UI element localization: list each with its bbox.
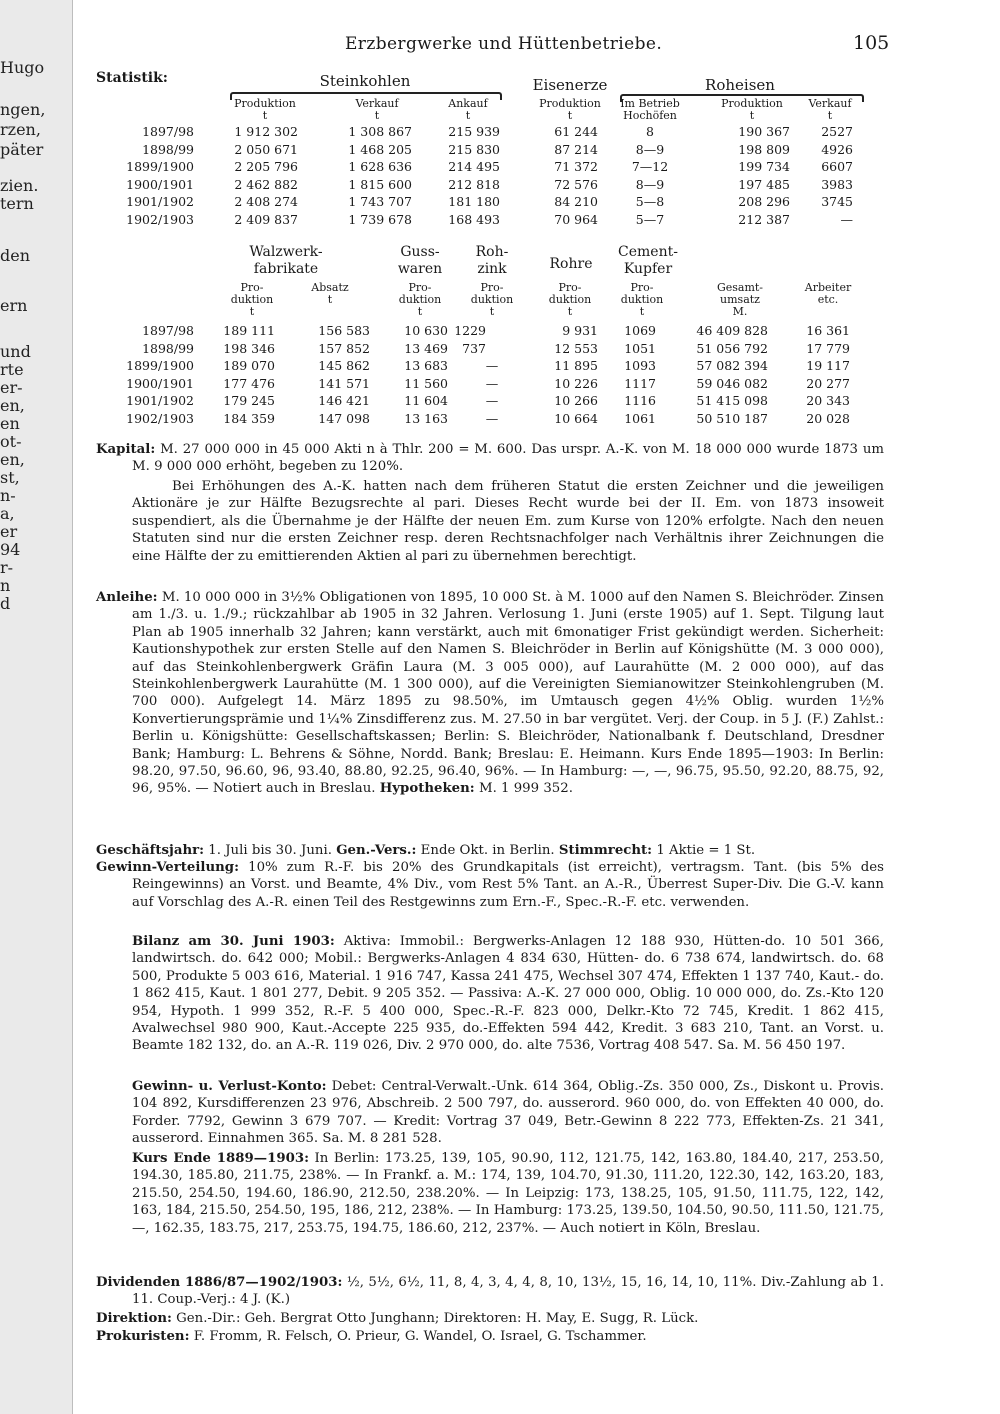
table2-cell: 141 571 xyxy=(318,375,370,391)
table1-cell: 6607 xyxy=(821,159,853,175)
bilanz-label: Bilanz am 30. Juni 1903: xyxy=(132,934,335,949)
margin-fragment: rzen, xyxy=(0,120,41,139)
table2-cell: 1229 xyxy=(454,323,486,338)
margin-fragment: er xyxy=(0,522,18,541)
direktion-text: Gen.-Dir.: Geh. Bergrat Otto Junghann; Direktoren: H. May, E. Sugg, R. Lück. xyxy=(176,1311,699,1326)
table2-cell: 189 111 xyxy=(223,323,275,338)
table2-cell: 11 560 xyxy=(404,375,448,391)
table1-cell: 8 xyxy=(646,124,654,139)
gewinn-verteilung-text: 10% zum R.-F. bis 20% des Grundkapitals (ist erreicht), vertragsm. Tant. (bis 5% des Reingewinns) an Vorst. und Beamte, 4% Div., vom Rest 5% Tant. an A.-R., Überrest Super-Div. Die G.-V. kann auf Vorschlag des A.-R. einen Teil des Restgewinns zum Ern.-F., Spec.-R.-F. etc. verwenden. xyxy=(132,860,884,910)
table1-cell: — xyxy=(840,212,853,227)
geschaeftsjahr-line xyxy=(96,842,884,859)
table2-column-header: Pro- duktion t xyxy=(620,281,664,318)
table1-column-header: Ankauf t xyxy=(448,97,488,122)
table2-column-header: Arbeiter etc. xyxy=(804,281,852,306)
table1-cell: 2 205 796 xyxy=(234,159,298,175)
hypotheken-label: Hypotheken: xyxy=(379,781,475,797)
margin-fragment: den xyxy=(0,246,31,265)
table1-column-header: Produktion t xyxy=(539,97,601,122)
margin-fragment: rte xyxy=(0,360,24,379)
gewinn-verlust-label: Gewinn- u. Verlust-Konto: xyxy=(132,1079,327,1094)
gen-vers-label: Gen.-Vers.: xyxy=(336,843,417,858)
margin-fragment: er- xyxy=(0,378,23,397)
table2-cell: 17 779 xyxy=(806,340,850,356)
table2-cell: 51 056 792 xyxy=(696,340,768,356)
margin-fragment: a, xyxy=(0,504,15,523)
table1-cell: 1 628 636 xyxy=(348,159,412,175)
table1-cell: 212 818 xyxy=(448,176,500,192)
table1-cell: 2 408 274 xyxy=(234,194,298,210)
margin-fragment: n- xyxy=(0,486,16,505)
table1-cell: 70 964 xyxy=(554,212,598,227)
table1-cell: 199 734 xyxy=(738,159,790,175)
table2-cell: 10 630 xyxy=(404,323,448,338)
dividenden-label: Dividenden 1886/87—1902/1903: xyxy=(96,1275,343,1290)
group-gusswaren: Guss- waren xyxy=(397,244,443,277)
table1-cell: 198 809 xyxy=(738,141,790,157)
table2-cell: 156 583 xyxy=(318,323,370,338)
table2-cell: 184 359 xyxy=(223,411,275,426)
kapital-text: M. 27 000 000 in 45 000 Akti n à Thlr. 200 = M. 600. Das urspr. A.-K. von M. 18 000 000 wurde 1873 um M. 9 000 000 erhöht, begeben zu 120%. xyxy=(132,442,884,475)
prokuristen-line xyxy=(96,1328,884,1345)
table1-cell: 1 308 867 xyxy=(348,124,412,139)
table2-year: 1901/1902 xyxy=(126,393,194,409)
table1-cell: 212 387 xyxy=(738,212,790,227)
geschaeftsjahr-text: 1. Juli bis 30. Juni. xyxy=(208,843,332,858)
table1-cell: 8—9 xyxy=(635,176,665,192)
table2-cell: 20 028 xyxy=(806,411,850,426)
table1-cell: 214 495 xyxy=(448,159,500,175)
table2-cell: 1061 xyxy=(624,411,656,426)
table2-cell: 147 098 xyxy=(318,411,370,426)
table2-cell: 11 895 xyxy=(554,358,598,374)
margin-fragment: ern xyxy=(0,296,28,315)
group-walzwerkfabrikate: Walzwerk- fabrikate xyxy=(249,244,323,277)
kurs-label: Kurs Ende 1889—1903: xyxy=(132,1151,310,1166)
margin-fragment: zien. xyxy=(0,176,39,195)
table2-cell: 12 553 xyxy=(554,340,598,356)
margin-fragment: päter xyxy=(0,140,44,159)
table2-cell: 1069 xyxy=(624,323,656,338)
page-number: 105 xyxy=(853,32,890,54)
table1-cell: 215 830 xyxy=(448,141,500,157)
table1-cell: 87 214 xyxy=(554,141,598,157)
table1-cell: 2527 xyxy=(821,124,853,139)
table1-cell: 2 409 837 xyxy=(234,212,298,227)
table2-year: 1898/99 xyxy=(142,340,194,356)
table1-cell: 5—7 xyxy=(635,212,665,227)
table1-column-header: Produktion t xyxy=(721,97,783,122)
table2-cell: 13 683 xyxy=(404,358,448,374)
table1-cell: 1 743 707 xyxy=(348,194,412,210)
table2-cell: 50 510 187 xyxy=(696,411,768,426)
group-rohzink: Roh- zink xyxy=(475,244,509,277)
gewinn-verteilung-paragraph xyxy=(96,859,884,911)
table1-year: 1902/1903 xyxy=(126,212,194,227)
table1-cell: 71 372 xyxy=(554,159,598,175)
table2-cell: 1051 xyxy=(624,340,656,356)
margin-fragment: und xyxy=(0,342,31,361)
group-roheisen: Roheisen xyxy=(705,76,775,94)
hypotheken-text: M. 1 999 352. xyxy=(478,781,573,797)
table2-cell: 20 343 xyxy=(806,393,850,409)
table2-cell: 11 604 xyxy=(404,393,448,409)
table2-column-header: Pro- duktion t xyxy=(548,281,592,318)
table1-year: 1899/1900 xyxy=(126,159,194,175)
group-rohre: Rohre xyxy=(549,256,593,272)
anleihe-label: Anleihe: xyxy=(96,590,158,605)
table2-cell: 177 476 xyxy=(223,375,275,391)
anleihe-paragraph xyxy=(96,589,884,798)
table1-cell: 5—8 xyxy=(635,194,665,210)
table1-column-header: Im Betrieb Hochöfen xyxy=(620,97,680,122)
dividenden-paragraph xyxy=(96,1274,884,1309)
table1-cell: 181 180 xyxy=(448,194,500,210)
table1-column-header: Verkauf t xyxy=(355,97,399,122)
table2-cell: 1116 xyxy=(624,393,656,409)
gen-vers-text: Ende Okt. in Berlin. xyxy=(420,843,555,858)
margin-fragment: 94 xyxy=(0,540,21,559)
margin-fragment: en, xyxy=(0,396,25,415)
table2-cell: 10 266 xyxy=(554,393,598,409)
table2-cell: 13 163 xyxy=(404,411,448,426)
table2-column-header: Absatz t xyxy=(311,281,349,306)
table1-cell: 84 210 xyxy=(554,194,598,210)
table2-column-header: Pro- duktion t xyxy=(470,281,514,318)
bilanz-text: Aktiva: Immobil.: Bergwerks-Anlagen 12 188 930, Hütten-do. 10 501 366, landwirtsch. do. 642 000; Mobil.: Bergwerks-Anlagen 4 834 630, Hütten- do. 6 738 674, landwirtsch. do. 68 500, Produkte 5 003 616, Material. 1 916 747, Kassa 241 475, Wechsel 307 474, Effekten 1 137 740, Kaut.- do. 1 862 415, Kaut. 1 801 277, Debit. 9 205 352. — Passiva: A.-K. 27 000 000, Oblig. 10 000 000, do. Zs.-Kto 120 954, Hypoth. 1 999 352, R.-F. 5 400 000, Spec.-R.-F. 823 000, Delkr.-Kto 72 745, Kredit. 1 862 415, Avalwechsel 980 900, Kaut.-Accepte 225 935, do.-Effekten 594 442, Kredit. 3 683 210, Tant. an Vorst. u. Beamte 182 132, do. an A.-R. 119 026, Div. 2 970 000, do. alte 7536, Vortrag 408 547. Sa. M. 56 450 197. xyxy=(132,934,884,1054)
table1-cell: 190 367 xyxy=(738,124,790,139)
direktion-label: Direktion: xyxy=(96,1311,172,1326)
gewinn-verlust-paragraph xyxy=(132,1078,884,1148)
anleihe-text: M. 10 000 000 in 3½% Obligationen von 1895, 10 000 St. à M. 1000 auf den Namen S. Bleichröder. Zinsen am 1./3. u. 1./9.; rückzahlbar ab 1905 in 32 Jahren. Verlosung 1. Juni (erste 1905) auf 1. Sept. Tilgung laut Plan ab 1905 innerhalb 32 Jahren; kann verstärkt, auch mit 6monatiger Frist gekündigt werden. Sicherheit: Kautionshypothek zur ersten Stelle auf den Namen S. Bleichröder in Berlin auf Königshütte (M. 3 000 000), auf das Steinkohlenbergwerk Gräfin Laura (M. 3 005 000), auf Laurahütte (M. 2 000 000), auf das Steinkohlenbergwerk Laurahütte (M. 1 300 000), auf die Vereinigten Siemianowitzer Steinkohlengruben (M. 700 000). Aufgelegt 14. März 1895 zu 98.50%, im Umtausch gegen 4½% Oblig. wurden 1½% Konvertierungsprämie und 1¼% Zinsdifferenz zus. M. 27.50 in bar vergütet. Verj. der Coup. in 5 J. (F.) Zahlst.: Berlin u. Königshütte: Gesellschaftskassen; Berlin: S. Bleichröder, Nationalbank f. Deutschland, Dresdner Bank; Hamburg: L. Behrens & Söhne, Nordd. Bank; Breslau: E. Heimann. Kurs Ende 1895—1903: In Berlin: 98.20, 97.50, 96.60, 96, 93.40, 88.80, 92.25, 96.40, 96%. — In Hamburg: —, —, 96.75, 95.50, 92.20, 88.75, 92, 96, 95%. — Notiert auch in Breslau. xyxy=(132,590,884,797)
table2-year: 1900/1901 xyxy=(126,375,194,391)
kurs-text: In Berlin: 173.25, 139, 105, 90.90, 112, 121.75, 142, 163.80, 184.40, 217, 253.50, 194.30, 185.80, 211.75, 238%. — In Frankf. a. M.: 174, 139, 104.70, 91.30, 111.20, 122.30, 142, 163.20, 183, 215.50, 254.50, 194.60, 186.90, 212.50, 238.20%. — In Leipzig: 173, 138.25, 105, 91.50, 111.75, 122, 142, 163, 184, 215.50, 254.50, 195, 186, 212, 238%. — In Hamburg: 173.25, 139.50, 104.50, 90.50, 111.50, 121.75, —, 162.35, 183.75, 217, 253.75, 194.75, 186.60, 212, 237%. — Auch notiert in Köln, Breslau. xyxy=(132,1151,885,1236)
table1-cell: 2 462 882 xyxy=(234,176,298,192)
table2-cell: 145 862 xyxy=(318,358,370,374)
table2-cell: 57 082 394 xyxy=(696,358,768,374)
table1-cell: 197 485 xyxy=(738,176,790,192)
table1-year: 1897/98 xyxy=(142,124,194,139)
left-margin-previous-page xyxy=(0,0,73,1414)
table1-cell: 3745 xyxy=(821,194,853,210)
group-steinkohlen: Steinkohlen xyxy=(319,72,411,90)
table2-cell: 46 409 828 xyxy=(696,323,768,338)
margin-fragment: n xyxy=(0,576,11,595)
margin-fragment: tern xyxy=(0,194,34,213)
geschaeftsjahr-label: Geschäftsjahr: xyxy=(96,843,205,858)
table1-column-header: Verkauf t xyxy=(808,97,852,122)
table1-cell: 1 739 678 xyxy=(348,212,412,227)
kapital-paragraph-2: Bei Erhöhungen des A.-K. hatten nach dem früheren Statut die ersten Zeichner und die jeweiligen Aktionäre je zur Hälfte Bezugsrechte al pari. Dieses Recht wurde bei der II. Em. von 1873 insoweit suspendiert, als die Übernahme je der Hälfte der neuen Em. zum Kurse von 120% erfolgte. Nach den neuen Statuten sind nur die ersten Zeichner resp. deren Rechtsnachfolger nach Verhältnis ihrer Zeichnungen die eine Hälfte der zu emittierenden Aktien al pari zu übernehmen berechtigt. xyxy=(132,479,884,564)
table2-cell: 13 469 xyxy=(404,340,448,356)
table2-cell: — xyxy=(485,358,499,374)
table1-cell: 215 939 xyxy=(448,124,500,139)
table1-cell: 1 912 302 xyxy=(234,124,298,139)
table2-cell: — xyxy=(485,375,499,391)
table2-cell: 19 117 xyxy=(806,358,850,374)
table2-cell: 51 415 098 xyxy=(696,393,768,409)
table2-cell: 1117 xyxy=(624,375,656,391)
table1-cell: 208 296 xyxy=(738,194,790,210)
table2-cell: 10 226 xyxy=(554,375,598,391)
gewinn-verteilung-label: Gewinn-Verteilung: xyxy=(96,860,240,875)
kapital-paragraph xyxy=(96,441,884,476)
table1-year: 1898/99 xyxy=(142,141,194,157)
table2-column-header: Pro- duktion t xyxy=(230,281,274,318)
table1-cell: 2 050 671 xyxy=(234,141,298,157)
gewinn-verlust-text: Debet: Central-Verwalt.-Unk. 614 364, Oblig.-Zs. 350 000, Zs., Diskont u. Provis. 104 892, Kursdifferenzen 23 976, Abschreib. 2 500 797, do. ausserord. 960 000, do. von Effekten 40 000, do. Forder. 7792, Gewinn 3 679 707. — Kredit: Vortrag 37 049, Betr.-Gewinn 8 222 773, Effekten-Zs. 21 341, ausserord. Einnahmen 365. Sa. M. 8 281 528. xyxy=(132,1079,884,1147)
table2-cell: 157 852 xyxy=(318,340,370,356)
table2-cell: 737 xyxy=(462,340,486,356)
prokuristen-label: Prokuristen: xyxy=(96,1329,190,1344)
table1-cell: 168 493 xyxy=(448,212,500,227)
table2-year: 1899/1900 xyxy=(126,358,194,374)
table2-cell: 59 046 082 xyxy=(696,375,768,391)
margin-fragment: Hugo xyxy=(0,58,45,77)
table2-year: 1902/1903 xyxy=(126,411,194,426)
table2-cell: 189 070 xyxy=(223,358,275,374)
table1-cell: 61 244 xyxy=(554,124,598,139)
table2-column-header: Gesamt- umsatz M. xyxy=(716,281,764,318)
group-cement-kupfer: Cement- Kupfer xyxy=(618,244,678,277)
kapital-label: Kapital: xyxy=(96,442,156,457)
table2-cell: 1093 xyxy=(624,358,656,374)
table2-cell: — xyxy=(485,393,499,409)
statistik-label: Statistik: xyxy=(96,70,168,86)
margin-fragment: en xyxy=(0,414,20,433)
table2-cell: 10 664 xyxy=(554,411,598,426)
stimmrecht-text: 1 Aktie = 1 St. xyxy=(656,843,756,858)
table1-cell: 72 576 xyxy=(554,176,598,192)
table1-year: 1901/1902 xyxy=(126,194,194,210)
table2-year: 1897/98 xyxy=(142,323,194,338)
running-header-title: Erzbergwerke und Hüttenbetriebe. xyxy=(345,34,663,54)
group-eisenerze: Eisenerze xyxy=(532,76,608,94)
margin-fragment: d xyxy=(0,594,11,613)
prokuristen-text: F. Fromm, R. Felsch, O. Prieur, G. Wandel, O. Israel, G. Tschammer. xyxy=(193,1329,647,1344)
table2-cell: 20 277 xyxy=(806,375,850,391)
table2-cell: 9 931 xyxy=(562,323,598,338)
table2-cell: 16 361 xyxy=(806,323,850,338)
table2-cell: 198 346 xyxy=(223,340,275,356)
dividenden-text: ½, 5½, 6½, 11, 8, 4, 3, 4, 4, 8, 10, 13½, 15, 16, 14, 10, 11%. Div.-Zahlung ab 1. 11. Coup.-Verj.: 4 J. (K.) xyxy=(132,1275,884,1308)
margin-fragment: r- xyxy=(0,558,14,577)
margin-fragment: en, xyxy=(0,450,25,469)
table2-cell: 179 245 xyxy=(223,393,275,409)
margin-fragment: ngen, xyxy=(0,100,46,119)
table1-cell: 4926 xyxy=(821,141,853,157)
table2-column-header: Pro- duktion t xyxy=(398,281,442,318)
table1-cell: 1 815 600 xyxy=(348,176,412,192)
margin-fragment: ot- xyxy=(0,432,22,451)
table1-column-header: Produktion t xyxy=(234,97,296,122)
table1-year: 1900/1901 xyxy=(126,176,194,192)
margin-fragment: st, xyxy=(0,468,20,487)
table1-cell: 3983 xyxy=(821,176,853,192)
kurs-paragraph xyxy=(132,1150,884,1237)
bilanz-paragraph xyxy=(132,933,884,1055)
stimmrecht-label: Stimmrecht: xyxy=(558,843,653,858)
table1-cell: 1 468 205 xyxy=(348,141,412,157)
direktion-line xyxy=(96,1310,884,1327)
table2-cell: — xyxy=(485,411,499,426)
table1-cell: 7—12 xyxy=(631,159,669,175)
table1-cell: 8—9 xyxy=(635,141,665,157)
table2-cell: 146 421 xyxy=(318,393,370,409)
